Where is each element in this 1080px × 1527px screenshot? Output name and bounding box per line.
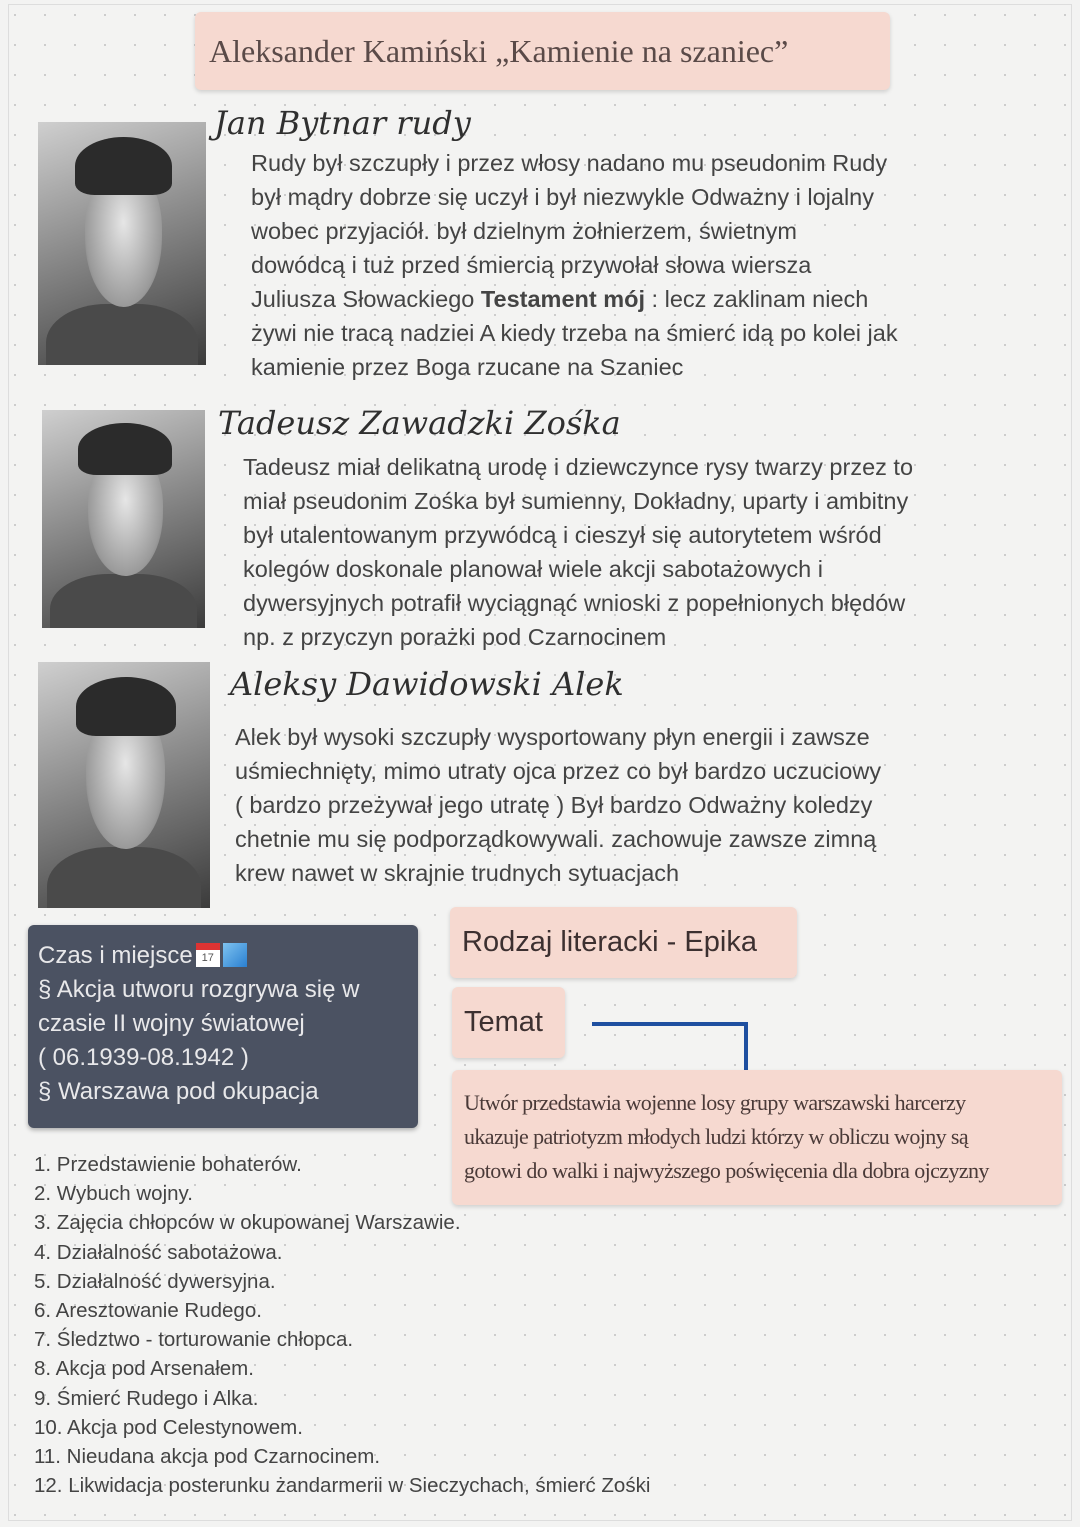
list-item: 1. Przedstawienie bohaterów. [34,1153,302,1176]
photo-jan-bytnar [38,122,206,365]
plot-list [34,1150,650,1500]
page-title: Aleksander Kamiński „Kamienie na szaniec” [195,12,890,90]
list-item: 7. Śledztwo - torturowanie chłopca. [34,1328,354,1352]
list-item: 6. Aresztowanie Rudego. [34,1298,262,1322]
connector-line [744,1022,748,1070]
theme-label: Temat [452,987,565,1058]
list-item: 5. Działalność dywersyjna. [34,1269,276,1293]
list-item: 2. Wybuch wojny. [34,1182,193,1206]
character-bio: Alek był wysoki szczupły wysportowany płyn energii i zawsze uśmiechnięty, mimo utraty ojca przez co był bardzo uczuciowy ( bardzo przeżywał jego utratę ) Był bardzo Odważny koledzy chetnie mu się podporządkowywali. zachowuje zawsze zimną krew nawet w skrajnie trudnych sytuacjach [235,724,882,886]
list-item: 3. Zajęcia chłopców w okupowanej Warszawie. [34,1211,461,1235]
character-name: Jan Bytnar rudy [214,104,471,142]
connector-line [592,1022,748,1026]
genre-box: Rodzaj literacki - Epika [450,907,797,978]
theme-description: Utwór przedstawia wojenne losy grupy warszawski harcerzy ukazuje patriotyzm młodych ludzi którzy w obliczu wojny są gotowi do walki i najwyższego poświęcenia dla dobra ojczyzny [452,1070,1062,1205]
photo-tadeusz-zawadzki [42,410,205,628]
list-item: 4. Działalność sabotażowa. [34,1240,283,1264]
list-item: 9. Śmierć Rudego i Alka. [34,1386,259,1410]
poem-title: Testament mój [480,286,646,312]
time-place-box: Czas i miejsce 17 § Akcja utworu rozgrywa się w czasie II wojny światowej ( 06.1939-08.1942 ) § Warszawa pod okupacja [28,925,418,1128]
character-bio: Rudy był szczupły i przez włosy nadano mu pseudonim Rudy był mądry dobrze się uczył i był niezwykle Odważny i lojalny wobec przyjaciół. był dzielnym żołnierzem, świetnym dowódcą i tuż przed śmiercią przywołał słowa wiersza Juliusza Słowackiego Testament mój : lecz zaklinam niech żywi nie tracą nadziei A kiedy trzeba na śmierć idą po kolei jak kamienie przez Boga rzucane na Szaniec [251,150,898,380]
character-bio: Tadeusz miał delikatną urodę i dziewczynce rysy twarzy przez to miał pseudonim Zośka był sumienny, Dokładny, uparty i ambitny był utalentowanym przywódcą i cieszył się autorytetem wśród kolegów doskonale planował wiele akcji sabotażowych i dywersyjnych potrafił wyciągnąć wnioski z popełnionych błędów np. z przyczyn porażki pod Czarnocinem [243,454,914,650]
list-item: 10. Akcja pod Celestynowem. [34,1415,303,1439]
character-name: Aleksy Dawidowski Alek [230,665,624,703]
character-name: Tadeusz Zawadzki Zośka [218,404,621,442]
list-item: 8. Akcja pod Arsenałem. [34,1357,254,1381]
list-item: 12. Likwidacja posterunku żandarmerii w Sieczychach, śmierć Zośki [34,1474,651,1498]
map-icon [223,943,247,967]
list-item: 11. Nieudana akcja pod Czarnocinem. [34,1444,381,1468]
photo-aleksy-dawidowski [38,662,210,908]
calendar-icon: 17 [196,943,220,967]
